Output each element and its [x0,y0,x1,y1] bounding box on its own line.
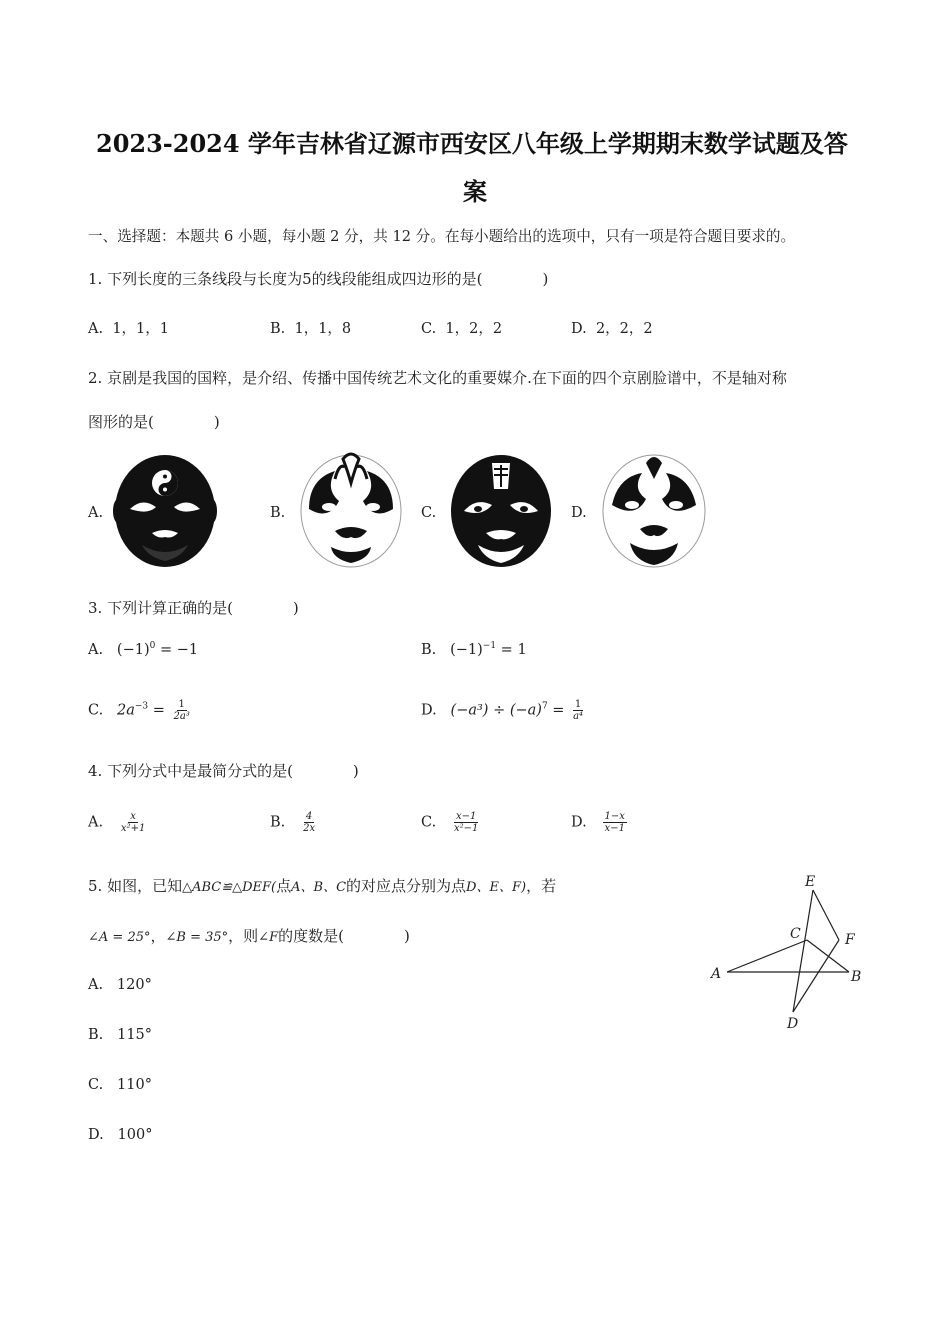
segment-cb [807,940,849,972]
label-e: E [805,874,816,890]
segment-ed [793,890,813,1012]
q2-stem-line2: 图形的是( ) [88,413,220,431]
q4-option-a: A. $\frac{x}{\text{x²+1}}$ [88,811,146,834]
label-a: A [711,966,722,982]
q1-stem: 1. 下列长度的三条线段与长度为5的线段能组成四边形的是( ) [88,270,549,288]
label-f: F [845,932,855,948]
q4-option-b: B. $\frac{4}{2x}$ [270,811,316,834]
q1-option-b: B. 1，1，8 [270,321,352,337]
q5-option-d: D. 100° [88,1127,153,1143]
q5-option-c: C. 110° [88,1077,152,1093]
q5-triangle-figure [705,868,870,1038]
q5-option-b: B. 115° [88,1027,153,1043]
page-title-line2: 案 [463,177,487,206]
opera-mask-b [295,449,407,569]
section-header: 一、选择题：本题共 6 小题，每小题 2 分，共 12 分。在每小题给出的选项中，只有一项是符合题目要求的。 [88,228,796,245]
q3-option-c: C. $2a^{-3}$ = $\frac{1}{\text{2a³}}$ [88,699,190,722]
q2-stem-line1: 2. 京剧是我国的国粹，是介绍、传播中国传统艺术文化的重要媒介.在下面的四个京剧脸谱中，不是轴对称 [88,369,787,387]
q2-label-a: A. [88,505,104,521]
opera-mask-d [600,449,708,569]
page-title-line1: 2023-2024 学年吉林省辽源市西安区八年级上学期期末数学试题及答 [96,129,848,158]
q4-option-c: C. $\frac{x-1}{\text{x²−1}}$ [421,811,479,834]
q3-option-a: A. $(-1)^0 = -1$ [88,641,199,658]
label-c: C [790,926,801,942]
q4-stem: 4. 下列分式中是最简分式的是( ) [88,762,359,780]
opera-mask-a [112,449,218,569]
segment-ac [727,940,807,972]
q5-option-a: A. 120° [88,977,152,993]
q5-stem-line1: 5. 如图，已知△ABC≌△DEF(点A、B、C的对应点分别为点D、E、F)，若 [88,877,557,895]
q3-option-b: B. $(-1)^{-1} = 1$ [421,641,527,658]
q1-option-a: A. 1，1，1 [88,321,169,337]
q3-stem: 3. 下列计算正确的是( ) [88,599,299,617]
q2-label-c: C. [421,505,437,521]
segment-fd [793,940,839,1012]
q1-option-c: C. 1，2，2 [421,321,503,337]
q5-stem-line2: ∠A = 25°，∠B = 35°，则∠F的度数是( ) [88,927,410,945]
q2-label-d: D. [571,505,587,521]
opera-mask-c [448,449,554,569]
label-b: B [851,969,862,985]
q3-option-d: D. $(-a^3) \div (-a)^7$ = $\frac{1}{\text{a⁴}}$ [421,699,584,722]
q2-label-b: B. [270,505,286,521]
q1-option-d: D. 2，2，2 [571,321,653,337]
q4-option-d: D. $\frac{1-x}{x-1}$ [571,811,625,834]
segment-ef [813,890,839,940]
label-d: D [787,1016,799,1032]
